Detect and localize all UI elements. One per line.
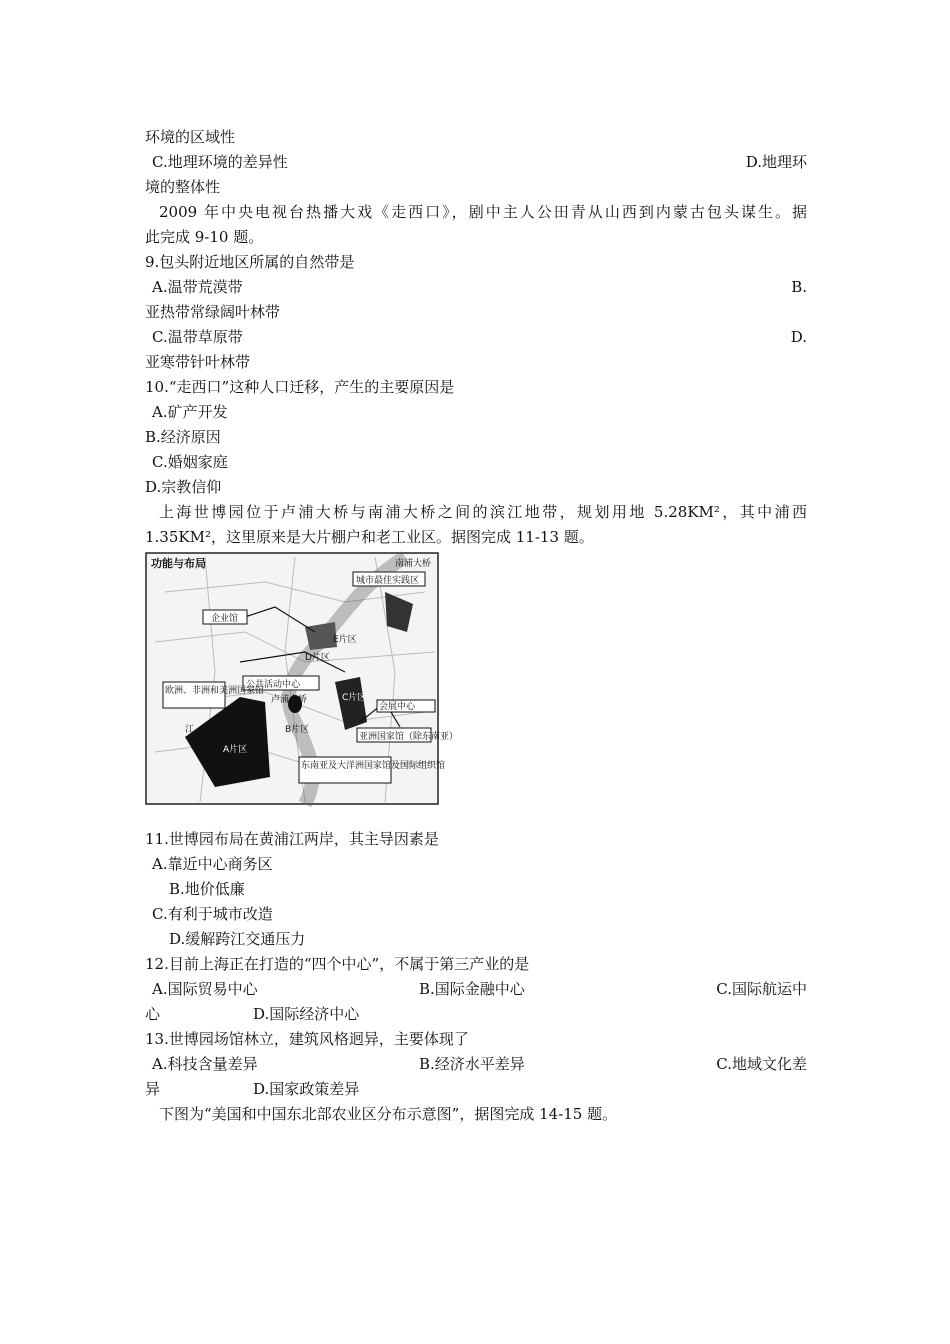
map-label-asia: 亚洲国家馆（除东南亚） [359, 732, 459, 742]
text-line: 境的整体性 [145, 178, 221, 196]
expo-layout-map [145, 552, 459, 805]
option-a: A.科技含量差异 [152, 1055, 258, 1073]
map-label-zone-c: C片区 [342, 693, 367, 703]
option-d: D.国际经济中心 [253, 1005, 360, 1023]
option-row [145, 325, 807, 350]
map-figure [145, 552, 459, 805]
option-c-tail: 异 [145, 1080, 161, 1098]
option-d: D.宗教信仰 [145, 478, 222, 496]
intro-paragraph: 下图为“美国和中国东北部农业区分布示意图”，据图完成 14-15 题。 [159, 1105, 618, 1123]
map-title: 功能与布局 [151, 557, 206, 570]
question-11-stem: 11.世博园布局在黄浦江两岸，其主导因素是 [145, 830, 439, 848]
option-d-text: 亚寒带针叶林带 [145, 353, 251, 371]
option-row [145, 275, 807, 300]
option-b-text: 亚热带常绿阔叶林带 [145, 303, 281, 321]
option-row [145, 1052, 807, 1077]
map-label-zone-b: B片区 [285, 725, 310, 735]
intro-paragraph: 2009 年中央电视台热播大戏《走西口》，剧中主人公田青从山西到内蒙古包头谋生。据 [159, 203, 807, 221]
map-label-zone-e: E片区 [333, 635, 357, 645]
option-a: A.温带荒漠带 [152, 278, 243, 296]
option-c: C.地域文化差 [716, 1055, 807, 1073]
option-b: B.国际金融中心 [419, 980, 525, 998]
option-d: D.地理环 [745, 153, 807, 171]
question-12-stem: 12.目前上海正在打造的“四个中心”，不属于第三产业的是 [145, 955, 530, 973]
option-row [145, 1002, 807, 1027]
question-13-stem: 13.世博园场馆林立，建筑风格迥异，主要体现了 [145, 1030, 469, 1048]
map-label-zone-d: D片区 [305, 653, 330, 663]
option-c: C.温带草原带 [152, 328, 243, 346]
option-row [145, 977, 807, 1002]
map-label-zone-a: A片区 [223, 745, 248, 755]
map-label-nanpu: 南浦大桥 [395, 559, 432, 569]
option-d-mark: D. [790, 328, 807, 346]
map-label-jian: 会展中心 [379, 702, 416, 712]
option-d: D.缓解跨江交通压力 [169, 930, 306, 948]
option-c: C.婚姻家庭 [152, 453, 228, 471]
option-a: A.靠近中心商务区 [152, 855, 273, 873]
question-9-stem: 9.包头附近地区所属的自然带是 [145, 253, 355, 271]
text-line: 环境的区域性 [145, 128, 236, 146]
option-row [145, 150, 807, 175]
map-label-se-asia: 东南亚及大洋洲国家馆及国际组织馆 [301, 761, 446, 771]
document-page [145, 125, 807, 1127]
option-c-tail: 心 [145, 1005, 161, 1023]
option-a: A.矿产开发 [152, 403, 228, 421]
option-d: D.国家政策差异 [253, 1080, 360, 1098]
option-c: C.有利于城市改造 [152, 905, 273, 923]
option-row [145, 1077, 807, 1102]
option-b: B.地价低廉 [169, 880, 245, 898]
map-label-enterprise: 企业馆 [211, 614, 239, 624]
map-label-europe: 欧洲、非洲和美洲国家馆 [165, 686, 265, 696]
text-line: 此完成 9-10 题。 [145, 228, 264, 246]
option-b-mark: B. [791, 278, 807, 296]
option-b: B.经济原因 [145, 428, 221, 446]
map-label-jiang: 江 [185, 725, 195, 735]
map-label-public: 公共活动中心 [246, 680, 301, 690]
intro-paragraph: 上海世博园位于卢浦大桥与南浦大桥之间的滨江地带，规划用地 5.28KM²，其中浦西 [159, 503, 807, 521]
option-b: B.经济水平差异 [419, 1055, 525, 1073]
question-10-stem: 10.“走西口”这种人口迁移，产生的主要原因是 [145, 378, 455, 396]
map-label-urban: 城市最佳实践区 [356, 576, 420, 586]
option-c: C.地理环境的差异性 [152, 153, 288, 171]
map-label-lupu: 卢浦大桥 [271, 695, 308, 705]
text-line: 1.35KM²，这里原来是大片棚户和老工业区。据图完成 11-13 题。 [145, 528, 594, 546]
option-c: C.国际航运中 [716, 980, 807, 998]
option-a: A.国际贸易中心 [152, 980, 258, 998]
